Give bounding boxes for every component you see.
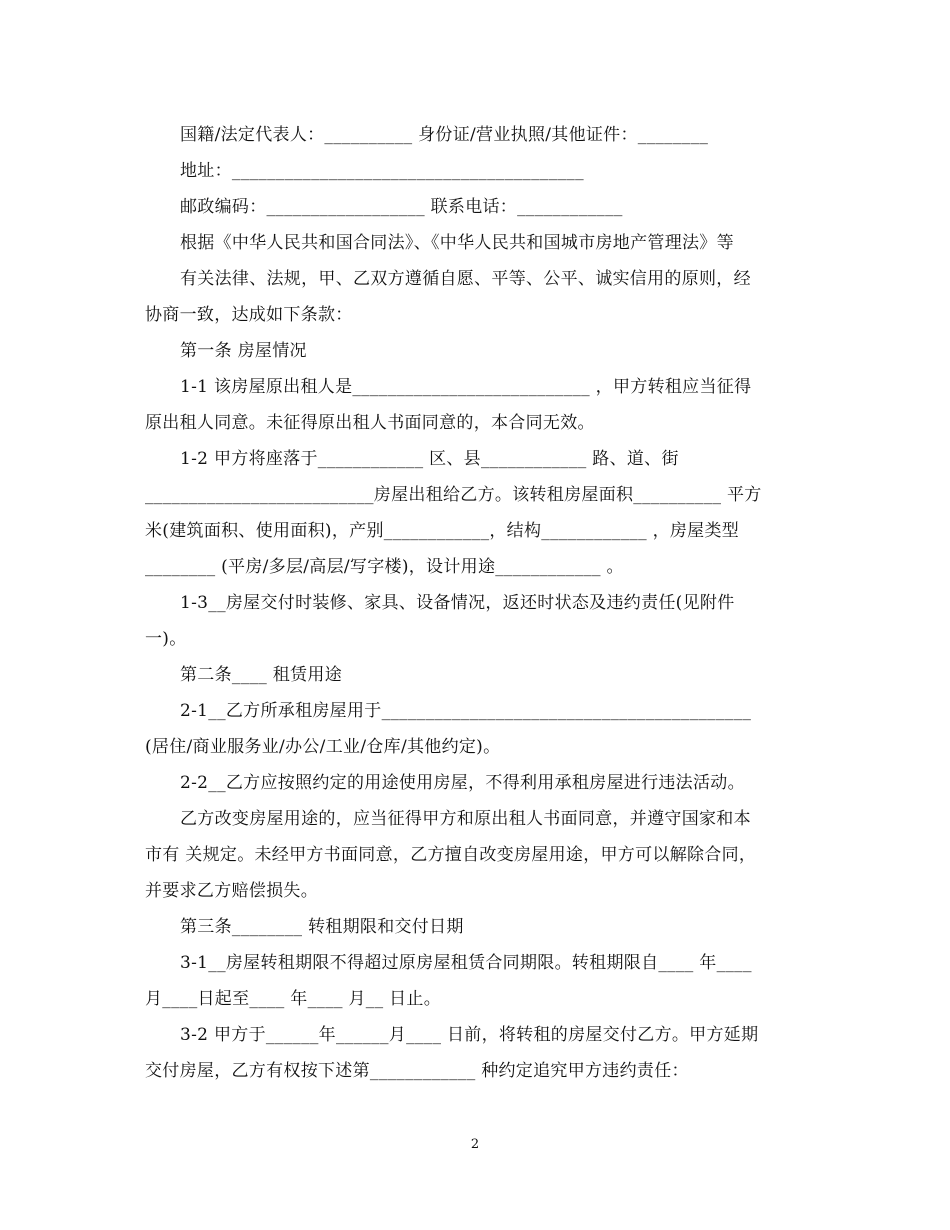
section-heading-3: 第三条________ 转租期限和交付日期 — [180, 917, 464, 937]
text-line-1-2-b: __________________________房屋出租给乙方。该转租房屋面积__________ 平方 — [145, 485, 762, 505]
text-line-preamble-2: 有关法律、法规，甲、乙双方遵循自愿、平等、公平、诚实信用的原则，经 — [180, 269, 751, 289]
text-line-use-change-c: 并要求乙方赔偿损失。 — [145, 881, 318, 901]
text-line-address: 地址：________________________________________ — [180, 161, 584, 181]
text-line-3-2-a: 3-2 甲方于______年______月____ 日前，将转租的房屋交付乙方。甲方延期 — [180, 1025, 759, 1045]
text-line-3-1-a: 3-1__房屋转租期限不得超过原房屋租赁合同期限。转租期限自____ 年____ — [180, 953, 752, 973]
text-line-3-1-b: 月____日起至____ 年____ 月__ 日止。 — [145, 989, 442, 1009]
text-line-1-3-a: 1-3__房屋交付时装修、家具、设备情况，返还时状态及违约责任(见附件 — [180, 593, 735, 613]
text-line-1-2-a: 1-2 甲方将座落于____________ 区、县____________ 路、道、街 — [180, 449, 679, 469]
page-number: 2 — [470, 1137, 480, 1152]
text-line-2-1-a: 2-1__乙方所承租房屋用于__________________________________________ — [180, 701, 752, 721]
text-line-use-change-b: 市有 关规定。未经甲方书面同意，乙方擅自改变房屋用途，甲方可以解除合同， — [145, 845, 757, 865]
text-line-preamble-1: 根据《中华人民共和国合同法》、《中华人民共和国城市房地产管理法》等 — [180, 233, 734, 253]
text-line-use-change-a: 乙方改变房屋用途的，应当征得甲方和原出租人书面同意，并遵守国家和本 — [180, 809, 751, 829]
text-line-nationality: 国籍/法定代表人：__________ 身份证/营业执照/其他证件：________ — [180, 125, 709, 145]
text-line-2-2: 2-2__乙方应按照约定的用途使用房屋，不得利用承租房屋进行违法活动。 — [180, 773, 745, 793]
text-line-3-2-b: 交付房屋，乙方有权按下述第____________ 种约定追究甲方违约责任： — [145, 1061, 689, 1081]
text-line-1-2-d: ________ (平房/多层/高层/写字楼)，设计用途____________ 。 — [145, 557, 624, 577]
text-line-1-2-c: 米(建筑面积、使用面积)，产别____________，结构____________ ，房屋类型 — [145, 521, 740, 541]
text-line-1-1-a: 1-1 该房屋原出租人是___________________________ ，甲方转租应当征得 — [180, 377, 752, 397]
text-line-preamble-3: 协商一致，达成如下条款： — [145, 305, 353, 325]
text-line-2-1-b: (居住/商业服务业/办公/工业/仓库/其他约定)。 — [145, 737, 501, 757]
section-heading-1: 第一条 房屋情况 — [180, 341, 307, 361]
text-line-1-3-b: 一)。 — [145, 629, 187, 649]
text-line-1-1-b: 原出租人同意。未征得原出租人书面同意的，本合同无效。 — [145, 413, 595, 433]
text-line-postcode-phone: 邮政编码：__________________ 联系电话：____________ — [180, 197, 623, 217]
section-heading-2: 第二条____ 租赁用途 — [180, 665, 343, 685]
